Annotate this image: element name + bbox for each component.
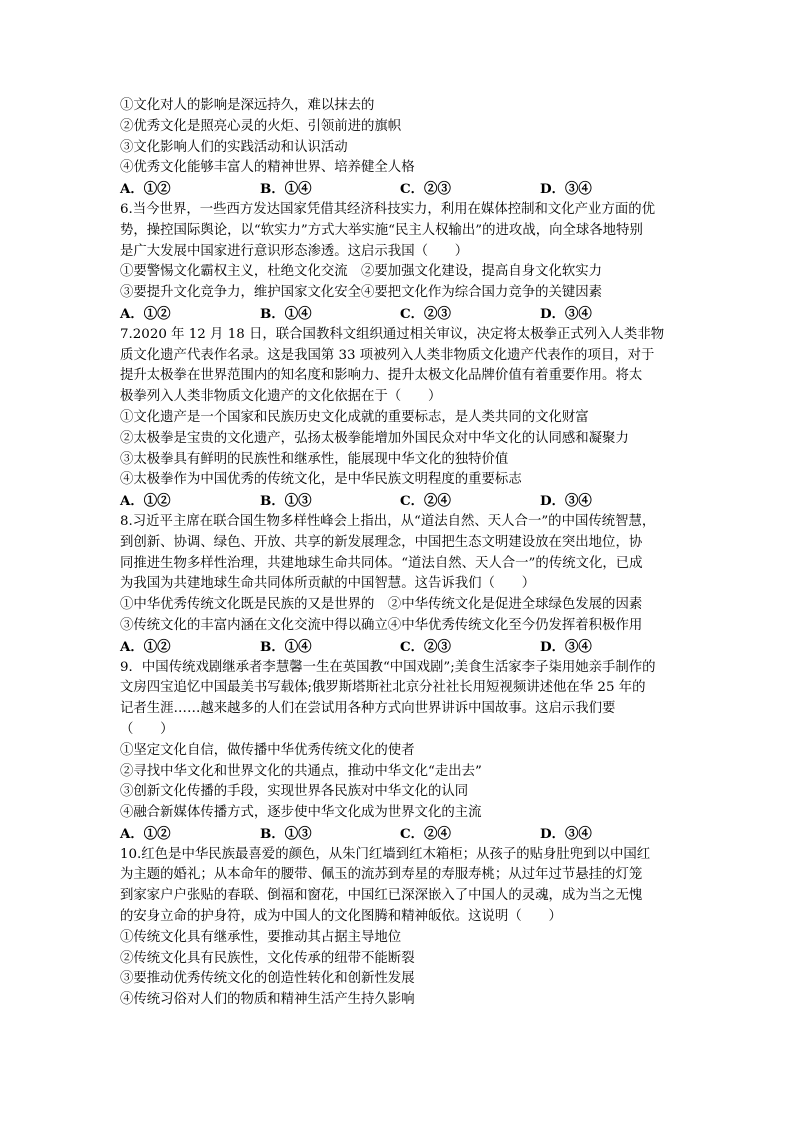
- option-statement: ①坚定文化自信，做传播中华优秀传统文化的使者: [120, 742, 415, 758]
- answer-choice-b: B．①④: [260, 638, 312, 655]
- answer-choice-d: D．③④: [540, 825, 592, 842]
- question-9-items: [120, 741, 680, 824]
- stem-line: 到家家户户张贴的春联、倒福和窗花，中国红已深深嵌入了中国人的灵魂，成为当之无愧: [120, 888, 643, 904]
- option-statement: ④太极拳作为中国优秀的传统文化，是中华民族文明程度的重要标志: [120, 472, 522, 488]
- question-7-options: [120, 491, 680, 512]
- stem-line: 10.红色是中华民族最喜爱的颜色，从朱门红墙到红木箱柜；从孩子的贴身肚兜到以中国红: [120, 846, 651, 862]
- option-statement: ④优秀文化能够丰富人的精神世界、培养健全人格: [120, 160, 415, 176]
- option-statement: ④融合新媒体传播方式，逐步使中华文化成为世界文化的主流: [120, 805, 482, 821]
- question-6-stem: [120, 200, 680, 262]
- question-8-stem: [120, 512, 680, 595]
- question-6-items: [120, 262, 680, 304]
- question-7-items: [120, 408, 680, 491]
- option-statement: ①文化对人的影响是深远持久，难以抹去的: [120, 98, 375, 113]
- option-statement: ②传统文化具有民族性，文化传承的纽带不能断裂: [120, 950, 415, 966]
- question-7-stem: [120, 325, 680, 408]
- answer-choice-a: A．①②: [120, 825, 171, 842]
- question-8-options: [120, 637, 680, 658]
- option-statement: ③要提升文化竞争力，维护国家文化安全④要把文化作为综合国力竞争的关键因素: [120, 285, 603, 301]
- stem-line: 到创新、协调、绿色、开放、共享的新发展理念，中国把生态文明建设放在突出地位，协: [120, 534, 643, 550]
- question-9-options: [120, 824, 680, 845]
- option-statement: ③文化影响人们的实践活动和认识活动: [120, 139, 348, 155]
- question-8-items: [120, 595, 680, 637]
- stem-line: 文房四宝追忆中国最美书写载体;俄罗斯塔斯社北京分社社长用短视频讲述他在华 25 年的: [120, 680, 646, 696]
- answer-choice-c: C．②③: [400, 638, 451, 655]
- option-statement: ③传统文化的丰富内涵在文化交流中得以确立④中华优秀传统文化至今仍发挥着积极作用: [120, 617, 643, 633]
- question-9-stem: [120, 658, 680, 741]
- answer-choice-a: A．①②: [120, 181, 171, 198]
- answer-choice-b: B．①③: [260, 825, 312, 842]
- answer-choice-d: D．③④: [540, 638, 592, 655]
- answer-choice-d: D．③④: [540, 493, 592, 510]
- answer-choice-c: C．②④: [400, 493, 451, 510]
- stem-line: 的安身立命的护身符，成为中国人的文化图腾和精神皈依。这说明（ ）: [120, 909, 562, 925]
- answer-choice-a: A．①②: [120, 493, 171, 510]
- stem-line: 9．中国传统戏剧继承者李慧馨一生在英国教“中国戏剧”;美食生活家李子柒用她亲手制作的: [120, 659, 656, 675]
- option-statement: ②寻找中华文化和世界文化的共通点，推动中华文化“走出去”: [120, 763, 482, 779]
- option-statement: ③创新文化传播的手段，实现世界各民族对中华文化的认同: [120, 784, 469, 800]
- option-statement: ②优秀文化是照亮心灵的火炬、引领前进的旗帜: [120, 118, 402, 134]
- answer-choice-a: A．①②: [120, 638, 171, 655]
- answer-choice-b: B．①④: [260, 181, 312, 198]
- stem-line: 6.当今世界，一些西方发达国家凭借其经济科技实力，利用在媒体控制和文化产业方面的优: [120, 201, 656, 217]
- exam-page: [120, 96, 680, 1011]
- option-statement: ③太极拳具有鲜明的民族性和继承性，能展现中华文化的独特价值: [120, 451, 509, 467]
- answer-choice-c: C．②③: [400, 305, 451, 322]
- stem-line: 为主题的婚礼；从本命年的腰带、佩玉的流苏到寿星的寿服寿桃；从过年过节悬挂的灯笼: [120, 867, 643, 883]
- stem-line: 是广大发展中国家进行意识形态渗透。这启示我国（ ）: [120, 243, 469, 259]
- answer-choice-d: D．③④: [540, 305, 592, 322]
- answer-choice-b: B．①③: [260, 493, 312, 510]
- stem-line: 质文化遗产代表作名录。这是我国第 33 项被列入人类非物质文化遗产代表作的项目，对于: [120, 347, 655, 363]
- stem-line: 提升太极拳在世界范围内的知名度和影响力、提升太极文化品牌价值有着重要作用。将太: [120, 368, 643, 384]
- answer-choice-c: C．②④: [400, 825, 451, 842]
- stem-line: 7.2020 年 12 月 18 日，联合国教科文组织通过相关审议，决定将太极拳正式列入人类非物: [120, 326, 665, 342]
- question-6-options: [120, 304, 680, 325]
- option-statement: ①文化遗产是一个国家和民族历史文化成就的重要标志，是人类共同的文化财富: [120, 409, 589, 425]
- option-statement: ①传统文化具有继承性，要推动其占据主导地位: [120, 929, 402, 945]
- option-statement: ①要警惕文化霸权主义，杜绝文化交流 ②要加强文化建设，提高自身文化软实力: [120, 264, 603, 280]
- question-10-stem: [120, 845, 680, 928]
- option-statement: ②太极拳是宝贵的文化遗产，弘扬太极拳能增加外国民众对中华文化的认同感和凝聚力: [120, 430, 629, 446]
- stem-line: 记者生涯……越来越多的人们在尝试用各种方式向世界讲诉中国故事。这启示我们要: [120, 701, 616, 717]
- option-statement: ④传统习俗对人们的物质和精神生活产生持久影响: [120, 992, 415, 1008]
- stem-line: 极拳列入人类非物质文化遗产的文化依据在于（ ）: [120, 389, 442, 405]
- stem-line: 同推进生物多样性治理，共建地球生命共同体。“道法自然、天人合一”的传统文化，已成: [120, 555, 643, 571]
- option-statement: ①中华优秀传统文化既是民族的又是世界的 ②中华传统文化是促进全球绿色发展的因素: [120, 597, 643, 613]
- question-5-items: [120, 96, 680, 179]
- stem-line: 势，操控国际舆论，以“软实力”方式大举实施“民主人权输出”的进攻战，向全球各地特别: [120, 222, 643, 238]
- answer-choice-d: D．③④: [540, 181, 592, 198]
- stem-line: 为我国为共建地球生命共同体所贡献的中国智慧。这告诉我们（ ）: [120, 576, 536, 592]
- answer-choice-b: B．①④: [260, 305, 312, 322]
- option-statement: ③要推动优秀传统文化的创造性转化和创新性发展: [120, 971, 415, 987]
- stem-line: （ ）: [120, 721, 174, 737]
- answer-choice-c: C．②③: [400, 181, 451, 198]
- question-10-items: [120, 928, 680, 1011]
- answer-choice-a: A．①②: [120, 305, 171, 322]
- question-5-options: [120, 179, 680, 200]
- stem-line: 8.习近平主席在联合国生物多样性峰会上指出，从“道法自然、天人合一”的中国传统智慧，: [120, 513, 656, 529]
